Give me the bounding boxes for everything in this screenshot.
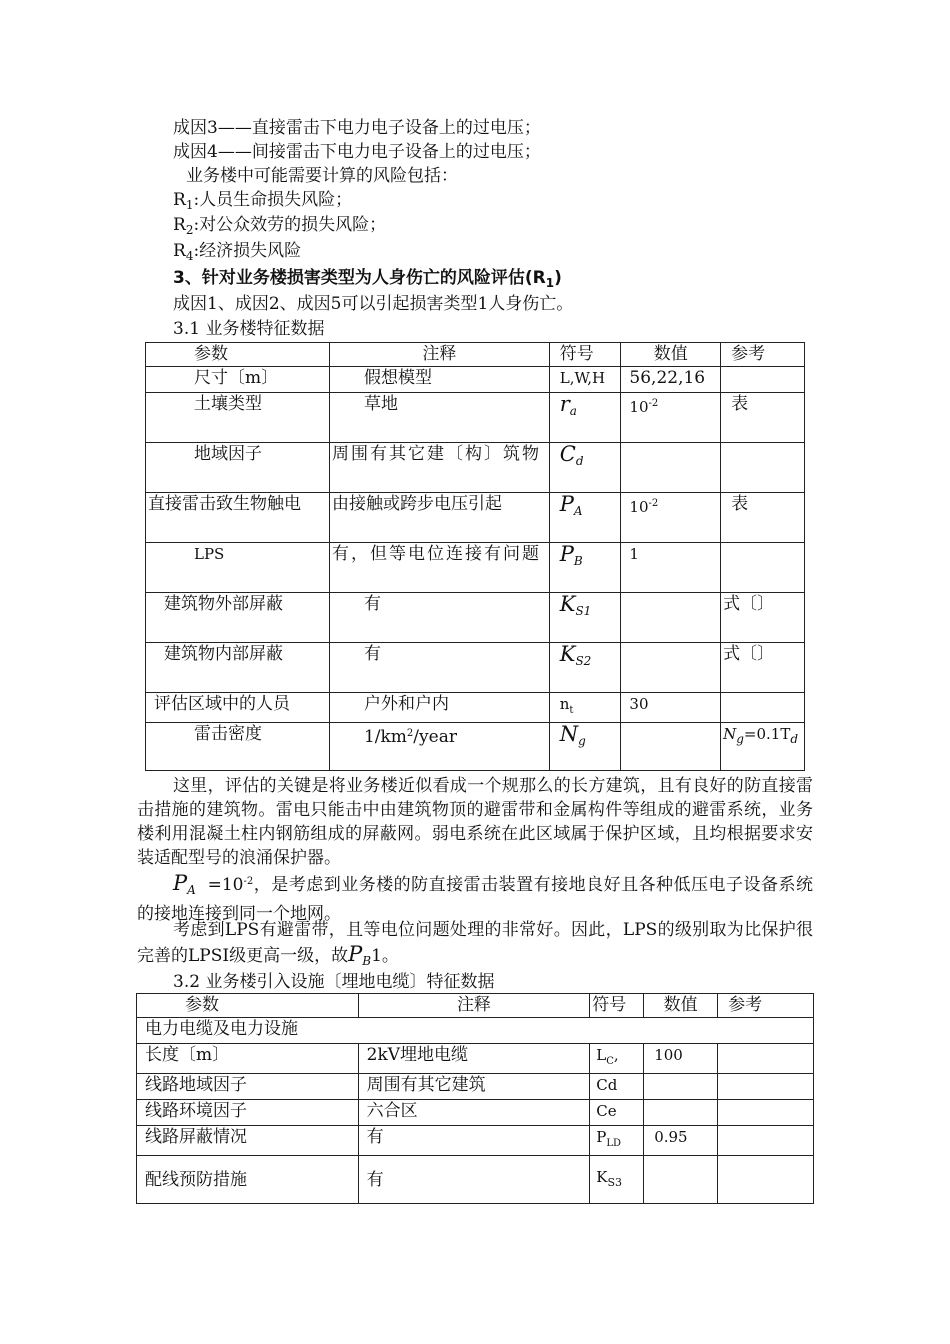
table-row — [146, 723, 805, 771]
cable-data-table — [136, 993, 814, 1204]
value-cell: $10^{-2}$ — [621, 393, 721, 443]
note-cell: 假想模型 — [329, 367, 549, 393]
section-heading: 3、针对业务楼损害类型为人身伤亡的风险评估$(R_1)$ — [173, 268, 562, 290]
note-cell: 六合区 — [358, 1100, 590, 1126]
header-cell: 数值 — [644, 994, 718, 1018]
symbol-cell: $P_B$ — [549, 543, 621, 593]
subsection-title: 3.2 业务楼引入设施〔埋地电缆〕特征数据 — [173, 972, 495, 992]
note-cell: 有 — [329, 593, 549, 643]
header-cell: 参考 — [718, 994, 814, 1018]
header-cell: 注释 — [329, 343, 549, 367]
note-cell: 户外和户内 — [329, 693, 549, 723]
note-cell: 2kV埋地电缆 — [358, 1044, 590, 1074]
intro-line: 成因4——间接雷击下电力电子设备上的过电压； — [173, 142, 541, 162]
table-row — [146, 493, 805, 543]
table-group-row — [137, 1018, 814, 1044]
note-cell: 草地 — [329, 393, 549, 443]
note-cell: 有 — [358, 1126, 590, 1156]
ref-cell: $N_g=0.1T_d$ — [721, 723, 805, 771]
ref-cell — [718, 1074, 814, 1100]
param-cell: 线路地域因子 — [137, 1074, 359, 1100]
value-cell — [621, 643, 721, 693]
ref-cell — [721, 367, 805, 393]
header-cell: 参考 — [721, 343, 805, 367]
value-cell: 1 — [621, 543, 721, 593]
ref-cell: 表 — [721, 493, 805, 543]
symbol-cell: $N_g$ — [549, 723, 621, 771]
paragraph: 考虑到LPS有避雷带，且等电位问题处理的非常好。因此，LPS的级别取为比保护很完善的LPSI级更高一级，故$P_B1$。 — [137, 920, 813, 968]
symbol-cell: $K_{S2}$ — [549, 643, 621, 693]
paragraph: $P_A =10^{-2}$，是考虑到业务楼的防直接雷击装置有接地良好且各种低压电子设备系统的接地连接到同一个地网。 — [137, 871, 813, 924]
intro-line: 业务楼中可能需要计算的风险包括： — [186, 166, 458, 186]
param-cell: 评估区域中的人员 — [146, 693, 330, 723]
value-cell — [644, 1156, 718, 1204]
ref-cell — [718, 1126, 814, 1156]
table-row — [137, 1044, 814, 1074]
symbol-cell: $P_A$ — [549, 493, 621, 543]
value-cell: 56,22,16 — [621, 367, 721, 393]
param-cell: 直接雷击致生物触电 — [146, 493, 330, 543]
table-row — [137, 1156, 814, 1204]
intro-line: 成因3——直接雷击下电力电子设备上的过电压； — [173, 118, 541, 138]
table-row — [146, 367, 805, 393]
value-cell — [621, 723, 721, 771]
subsection-title: 3.1 业务楼特征数据 — [173, 319, 325, 339]
ref-cell: 式〔〕 — [721, 593, 805, 643]
building-data-table — [145, 342, 805, 771]
param-cell: 地域因子 — [146, 443, 330, 493]
value-cell — [621, 593, 721, 643]
table-row — [137, 1074, 814, 1100]
note-cell: 有 — [329, 643, 549, 693]
symbol-cell: $L_C$, — [590, 1044, 644, 1074]
table-row — [146, 643, 805, 693]
param-cell: 配线预防措施 — [137, 1156, 359, 1204]
symbol-cell: L,W,H — [549, 367, 621, 393]
param-cell: 建筑物内部屏蔽 — [146, 643, 330, 693]
risk-item: $R_4$:经济损失风险 — [173, 241, 302, 263]
param-cell: 线路环境因子 — [137, 1100, 359, 1126]
note-cell: 周围有其它建筑 — [358, 1074, 590, 1100]
header-cell: 符号 — [590, 994, 644, 1018]
value-cell: 30 — [621, 693, 721, 723]
ref-cell: 式〔〕 — [721, 643, 805, 693]
table-header-row — [137, 994, 814, 1018]
value-cell: 0.95 — [644, 1126, 718, 1156]
ref-cell: 表 — [721, 393, 805, 443]
param-cell: LPS — [146, 543, 330, 593]
table-row — [146, 443, 805, 493]
note-cell: 周围有其它建〔构〕筑物 — [329, 443, 549, 493]
symbol-cell: Cd — [590, 1074, 644, 1100]
symbol-cell: $P_{LD}$ — [590, 1126, 644, 1156]
header-cell: 数值 — [621, 343, 721, 367]
symbol-cell: $n_t$ — [549, 693, 621, 723]
symbol-cell: Ce — [590, 1100, 644, 1126]
cause-line: 成因1、成因2、成因5可以引起损害类型1人身伤亡。 — [173, 294, 574, 314]
ref-cell — [721, 443, 805, 493]
value-cell — [644, 1100, 718, 1126]
note-cell: 有，但等电位连接有问题 — [329, 543, 549, 593]
risk-item: $R_2$:对公众效劳的损失风险； — [173, 215, 387, 237]
table-row — [146, 543, 805, 593]
ref-cell — [718, 1156, 814, 1204]
symbol-cell: $K_{S3}$ — [590, 1156, 644, 1204]
param-cell: 雷击密度 — [146, 723, 330, 771]
table-header-row — [146, 343, 805, 367]
header-cell: 注释 — [358, 994, 590, 1018]
header-cell: 符号 — [549, 343, 621, 367]
ref-cell — [721, 543, 805, 593]
note-cell: 有 — [358, 1156, 590, 1204]
param-cell: 尺寸〔m〕 — [146, 367, 330, 393]
table-row — [137, 1126, 814, 1156]
param-cell: 线路屏蔽情况 — [137, 1126, 359, 1156]
note-cell: 由接触或跨步电压引起 — [329, 493, 549, 543]
table-row — [146, 593, 805, 643]
group-label: 电力电缆及电力设施 — [137, 1018, 814, 1044]
table-row — [137, 1100, 814, 1126]
value-cell — [621, 443, 721, 493]
ref-cell — [721, 693, 805, 723]
symbol-cell: $C_d$ — [549, 443, 621, 493]
param-cell: 建筑物外部屏蔽 — [146, 593, 330, 643]
value-cell: 100 — [644, 1044, 718, 1074]
ref-cell — [718, 1100, 814, 1126]
table-row — [146, 693, 805, 723]
paragraph: 这里，评估的关键是将业务楼近似看成一个规那么的长方建筑，且有良好的防直接雷击措施的建筑物。雷电只能击中由建筑物顶的避雷带和金属构件等组成的避雷系统，业务楼利用混凝土柱内钢筋组成的屏蔽网。弱电系统在此区域属于保护区域，且均根据要求安装适配型号的浪涌保护器。 — [137, 776, 813, 868]
symbol-cell: $K_{S1}$ — [549, 593, 621, 643]
symbol-cell: $r_a$ — [549, 393, 621, 443]
header-cell: 参数 — [146, 343, 330, 367]
note-cell: $1/km^2$/year — [329, 723, 549, 771]
param-cell: 长度〔m〕 — [137, 1044, 359, 1074]
param-cell: 土壤类型 — [146, 393, 330, 443]
risk-item: $R_1$:人员生命损失风险； — [173, 190, 353, 212]
table-row — [146, 393, 805, 443]
value-cell: $10^{-2}$ — [621, 493, 721, 543]
ref-cell — [718, 1044, 814, 1074]
value-cell — [644, 1074, 718, 1100]
header-cell: 参数 — [137, 994, 359, 1018]
